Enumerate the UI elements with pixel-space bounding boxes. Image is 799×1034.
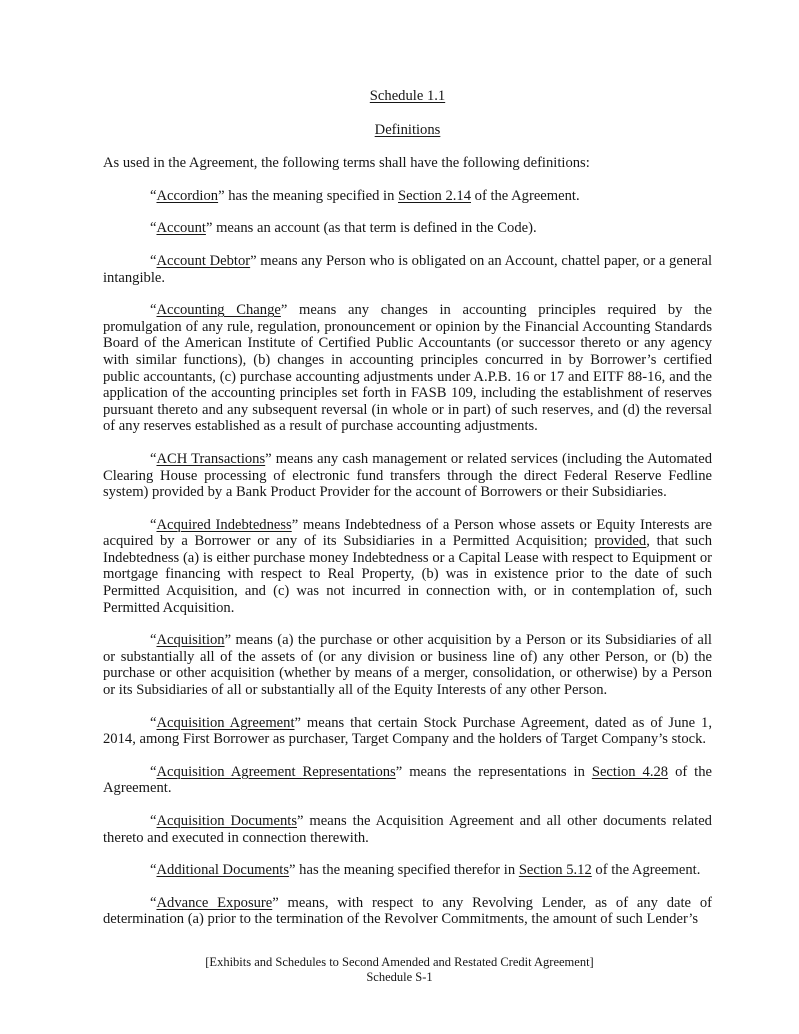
definition-acquisition-documents: “Acquisition Documents” means the Acquisition Agreement and all other documents related thereto and executed in connection therewith. — [103, 813, 712, 846]
definition-acquisition-agreement: “Acquisition Agreement” means that certain Stock Purchase Agreement, dated as of June 1, 2014, among First Borrower as purchaser, Target Company and the holders of Target Company’s stock. — [103, 714, 712, 748]
schedule-title: Schedule 1.1 — [369, 88, 446, 104]
defined-term: ACH Transactions — [156, 450, 266, 467]
defined-term: Accounting Change — [156, 302, 281, 319]
defined-term: Additional Documents — [156, 862, 290, 879]
definition-acquisition: “Acquisition” means (a) the purchase or other acquisition by a Person or its Subsidiaries of all or substantially all of the assets of (or any division or business line of) any other Person, or (b) the purchase or other acquisition (whether by means of a merger, consolidation, or otherwise) by a Person or its Subsidiaries of all or substantially all of the Equity Interests of any other Person. — [103, 632, 712, 699]
intro-paragraph: As used in the Agreement, the following terms shall have the following definitions: — [103, 155, 590, 172]
page-footer — [0, 955, 799, 984]
definition-ach-transactions: “ACH Transactions” means any cash management or related services (including the Automated Clearing House processing of electronic fund transfers through the direct Federal Reserve Fedline system) provided by a Bank Product Provider for the account of Borrowers or their Subsidiaries. — [103, 450, 712, 501]
definition-additional-documents: “Additional Documents” has the meaning specified therefor in Section 5.12 of the Agreement. — [150, 862, 701, 879]
defined-term: Account Debtor — [156, 252, 251, 269]
section-reference: Section 2.14 — [398, 187, 471, 204]
section-title: Definitions — [374, 121, 441, 138]
footer-agreement-title: [Exhibits and Schedules to Second Amended and Restated Credit Agreement] — [205, 955, 594, 969]
defined-term: Acquisition — [156, 632, 225, 649]
section-reference: Section 5.12 — [518, 862, 592, 879]
definition-acquired-indebtedness: “Acquired Indebtedness” means Indebtedness of a Person whose assets or Equity Interests are acquired by a Borrower or any of its Subsidiaries in a Permitted Acquisition; provided, that such Indebtedness (a) is either purchase money Indebtedness or a Capital Lease with respect to Equipment or mortgage financing with respect to Real Property, (b) was in existence prior to the date of such Permitted Acquisition, and (c) was not incurred in connection with, or in contemplation of, such Permitted Acquisition. — [103, 516, 712, 616]
defined-term: Acquisition Documents — [156, 813, 297, 829]
definition-accounting-change: “Accounting Change” means any changes in accounting principles required by the promulgation of any rule, regulation, pronouncement or opinion by the Financial Accounting Standards Board of the American Institute of Certified Public Accountants (or successor thereto or any agency with similar functions), (b) changes in accounting principles concurred in by Borrower’s certified public accountants, (c) purchase accounting adjustments under A.P.B. 16 or 17 and EITF 88-16, and the application of the accounting principles set forth in FASB 109, including the establishment of reserves pursuant thereto and any subsequent reversal (in whole or in part) of such reserves, and (d) the reversal of any reserves established as a result of purchase accounting adjustments. — [103, 302, 712, 435]
definition-account-debtor: “Account Debtor” means any Person who is obligated on an Account, chattel paper, or a general intangible. — [103, 252, 712, 286]
defined-term: Acquisition Agreement — [156, 714, 295, 731]
defined-term: Acquired Indebtedness — [156, 516, 292, 533]
document-page — [103, 88, 712, 944]
defined-term: Acquisition Agreement Representations — [156, 763, 396, 780]
section-reference: Section 4.28 — [591, 763, 669, 780]
defined-term: Accordion — [156, 187, 219, 204]
definition-account: “Account” means an account (as that term is defined in the Code). — [150, 220, 537, 237]
defined-term: Advance Exposure — [156, 894, 273, 911]
proviso-term: provided — [594, 533, 647, 550]
defined-term: Account — [156, 220, 206, 237]
definition-advance-exposure: “Advance Exposure” means, with respect to any Revolving Lender, as of any date of determination (a) prior to the termination of the Revolver Commitments, the amount of such Lender’s — [103, 894, 712, 928]
footer-page-number: Schedule S-1 — [366, 969, 433, 984]
definition-accordion: “Accordion” has the meaning specified in Section 2.14 of the Agreement. — [150, 187, 580, 204]
definition-acquisition-agreement-representations: “Acquisition Agreement Representations” means the representations in Section 4.28 of the Agreement. — [103, 763, 713, 797]
